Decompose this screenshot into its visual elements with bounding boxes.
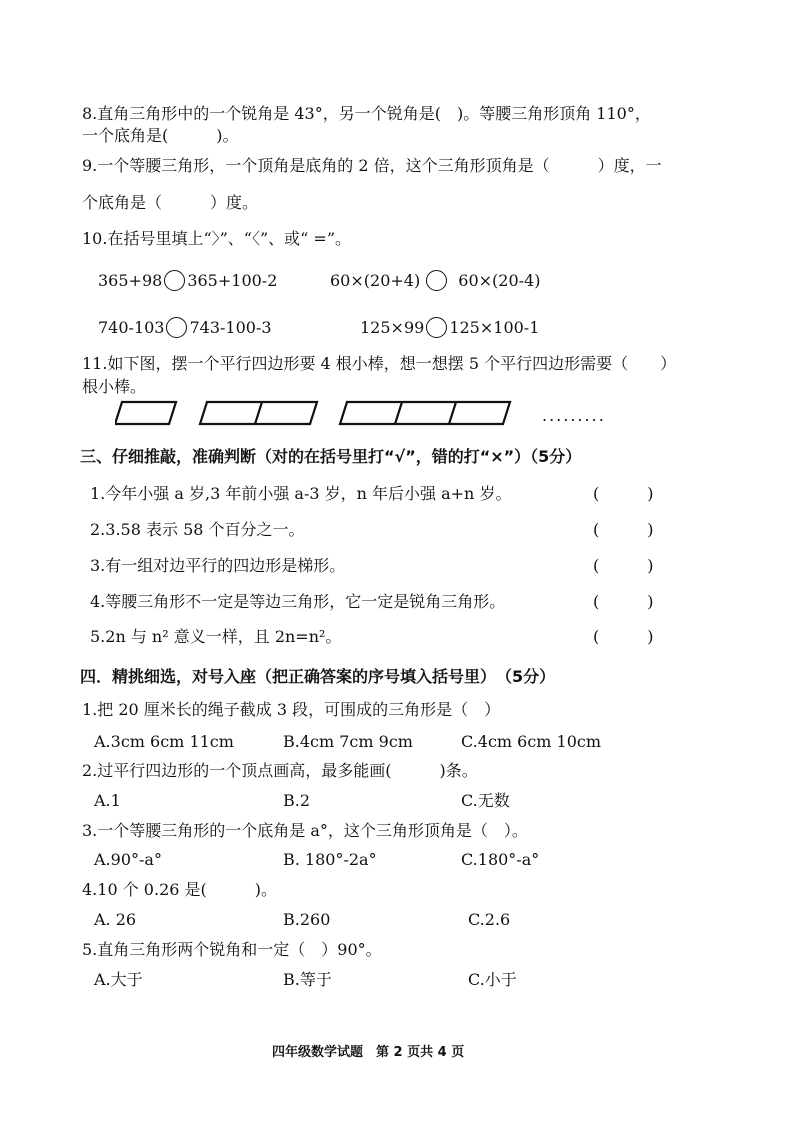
judge-blank-4[interactable]: ( ) bbox=[593, 592, 654, 611]
q10-right: 743-100-3 bbox=[189, 318, 272, 337]
parallelogram-1 bbox=[115, 402, 176, 424]
judge-blank-2[interactable]: ( ) bbox=[593, 520, 654, 539]
q10-left: 365+98 bbox=[98, 271, 163, 290]
judge-item-2: 2.3.58 表示 58 个百分之一。 bbox=[90, 520, 305, 539]
q8-line1: 8.直角三角形中的一个锐角是 43°，另一个锐角是( )。等腰三角形顶角 110°， bbox=[82, 104, 651, 123]
q9-line2: 个底角是（ ）度。 bbox=[82, 193, 259, 212]
q10-item-3 bbox=[98, 318, 272, 339]
choice-q2-stem: 2.过平行四边形的一个顶点画高，最多能画( )条。 bbox=[82, 761, 478, 780]
q8-line2: 一个底角是( )。 bbox=[82, 126, 239, 145]
q10-right: 60×(20-4) bbox=[453, 271, 541, 290]
parallelogram-sticks-figure bbox=[115, 398, 535, 428]
q10-right: 125×100-1 bbox=[449, 318, 540, 337]
judge-heading: 三、仔细推敲，准确判断（对的在括号里打“√”，错的打“×”）（5分） bbox=[80, 447, 582, 466]
choice-q5-stem: 5.直角三角形两个锐角和一定（ ）90°。 bbox=[82, 940, 382, 959]
q9-line1: 9.一个等腰三角形，一个顶角是底角的 2 倍，这个三角形顶角是（ ）度，一 bbox=[82, 156, 662, 175]
choice-q4-option-a[interactable]: A. 26 bbox=[94, 910, 137, 929]
choice-q5-option-c[interactable]: C.小于 bbox=[468, 970, 517, 989]
q10-item-1 bbox=[98, 271, 277, 292]
choice-q2-option-c[interactable]: C.无数 bbox=[461, 791, 510, 810]
choice-q5-option-a[interactable]: A.大于 bbox=[94, 970, 143, 989]
choice-heading: 四．精挑细选，对号入座（把正确答案的序号填入括号里） （5分） bbox=[80, 667, 556, 686]
q11-dots: ......... bbox=[542, 406, 606, 425]
q10-item-4 bbox=[360, 318, 539, 339]
choice-q3-option-c[interactable]: C.180°-a° bbox=[461, 850, 540, 869]
compare-circle[interactable] bbox=[166, 317, 187, 338]
q10-left: 740-103 bbox=[98, 318, 165, 337]
choice-q3-option-b[interactable]: B. 180°-2a° bbox=[283, 850, 377, 869]
page-footer: 四年级数学试题 第 2 页共 4 页 bbox=[272, 1045, 465, 1060]
choice-q3-option-a[interactable]: A.90°-a° bbox=[94, 850, 162, 869]
q10-left: 125×99 bbox=[360, 318, 425, 337]
choice-q2-option-a[interactable]: A.1 bbox=[94, 791, 121, 810]
judge-item-1: 1.今年小强 a 岁,3 年前小强 a-3 岁，n 年后小强 a+n 岁。 bbox=[90, 484, 512, 503]
q10-left: 60×(20+4) bbox=[330, 271, 421, 290]
judge-blank-1[interactable]: ( ) bbox=[593, 484, 654, 503]
choice-q3-stem: 3.一个等腰三角形的一个底角是 a°，这个三角形顶角是（ ）。 bbox=[82, 821, 528, 840]
choice-q4-option-c[interactable]: C.2.6 bbox=[468, 910, 511, 929]
judge-blank-5[interactable]: ( ) bbox=[593, 627, 654, 646]
choice-q4-option-b[interactable]: B.260 bbox=[283, 910, 331, 929]
q10-title: 10.在括号里填上“〉”、“〈”、或“ =”。 bbox=[82, 229, 352, 248]
choice-q1-option-b[interactable]: B.4cm 7cm 9cm bbox=[283, 732, 413, 751]
choice-q1-option-c[interactable]: C.4cm 6cm 10cm bbox=[461, 732, 602, 751]
q10-item-2 bbox=[330, 271, 540, 292]
choice-q5-option-b[interactable]: B.等于 bbox=[283, 970, 332, 989]
judge-item-4: 4.等腰三角形不一定是等边三角形，它一定是锐角三角形。 bbox=[90, 592, 506, 611]
choice-q2-option-b[interactable]: B.2 bbox=[283, 791, 311, 810]
judge-blank-3[interactable]: ( ) bbox=[593, 556, 654, 575]
q10-right: 365+100-2 bbox=[187, 271, 278, 290]
choice-q4-stem: 4.10 个 0.26 是( )。 bbox=[82, 880, 277, 899]
q11-line2: 根小棒。 bbox=[82, 377, 147, 396]
choice-q1-stem: 1.把 20 厘米长的绳子截成 3 段，可围成的三角形是（ ） bbox=[82, 700, 501, 719]
choice-q1-option-a[interactable]: A.3cm 6cm 11cm bbox=[94, 732, 234, 751]
compare-circle[interactable] bbox=[426, 317, 447, 338]
compare-circle[interactable] bbox=[426, 270, 447, 291]
parallelogram-row-3 bbox=[340, 402, 510, 424]
q11-line1: 11.如下图，摆一个平行四边形要 4 根小棒，想一想摆 5 个平行四边形需要（ ） bbox=[82, 354, 677, 373]
judge-item-5: 5.2n 与 n² 意义一样，且 2n=n²。 bbox=[90, 627, 342, 646]
compare-circle[interactable] bbox=[164, 270, 185, 291]
judge-item-3: 3.有一组对边平行的四边形是梯形。 bbox=[90, 556, 346, 575]
